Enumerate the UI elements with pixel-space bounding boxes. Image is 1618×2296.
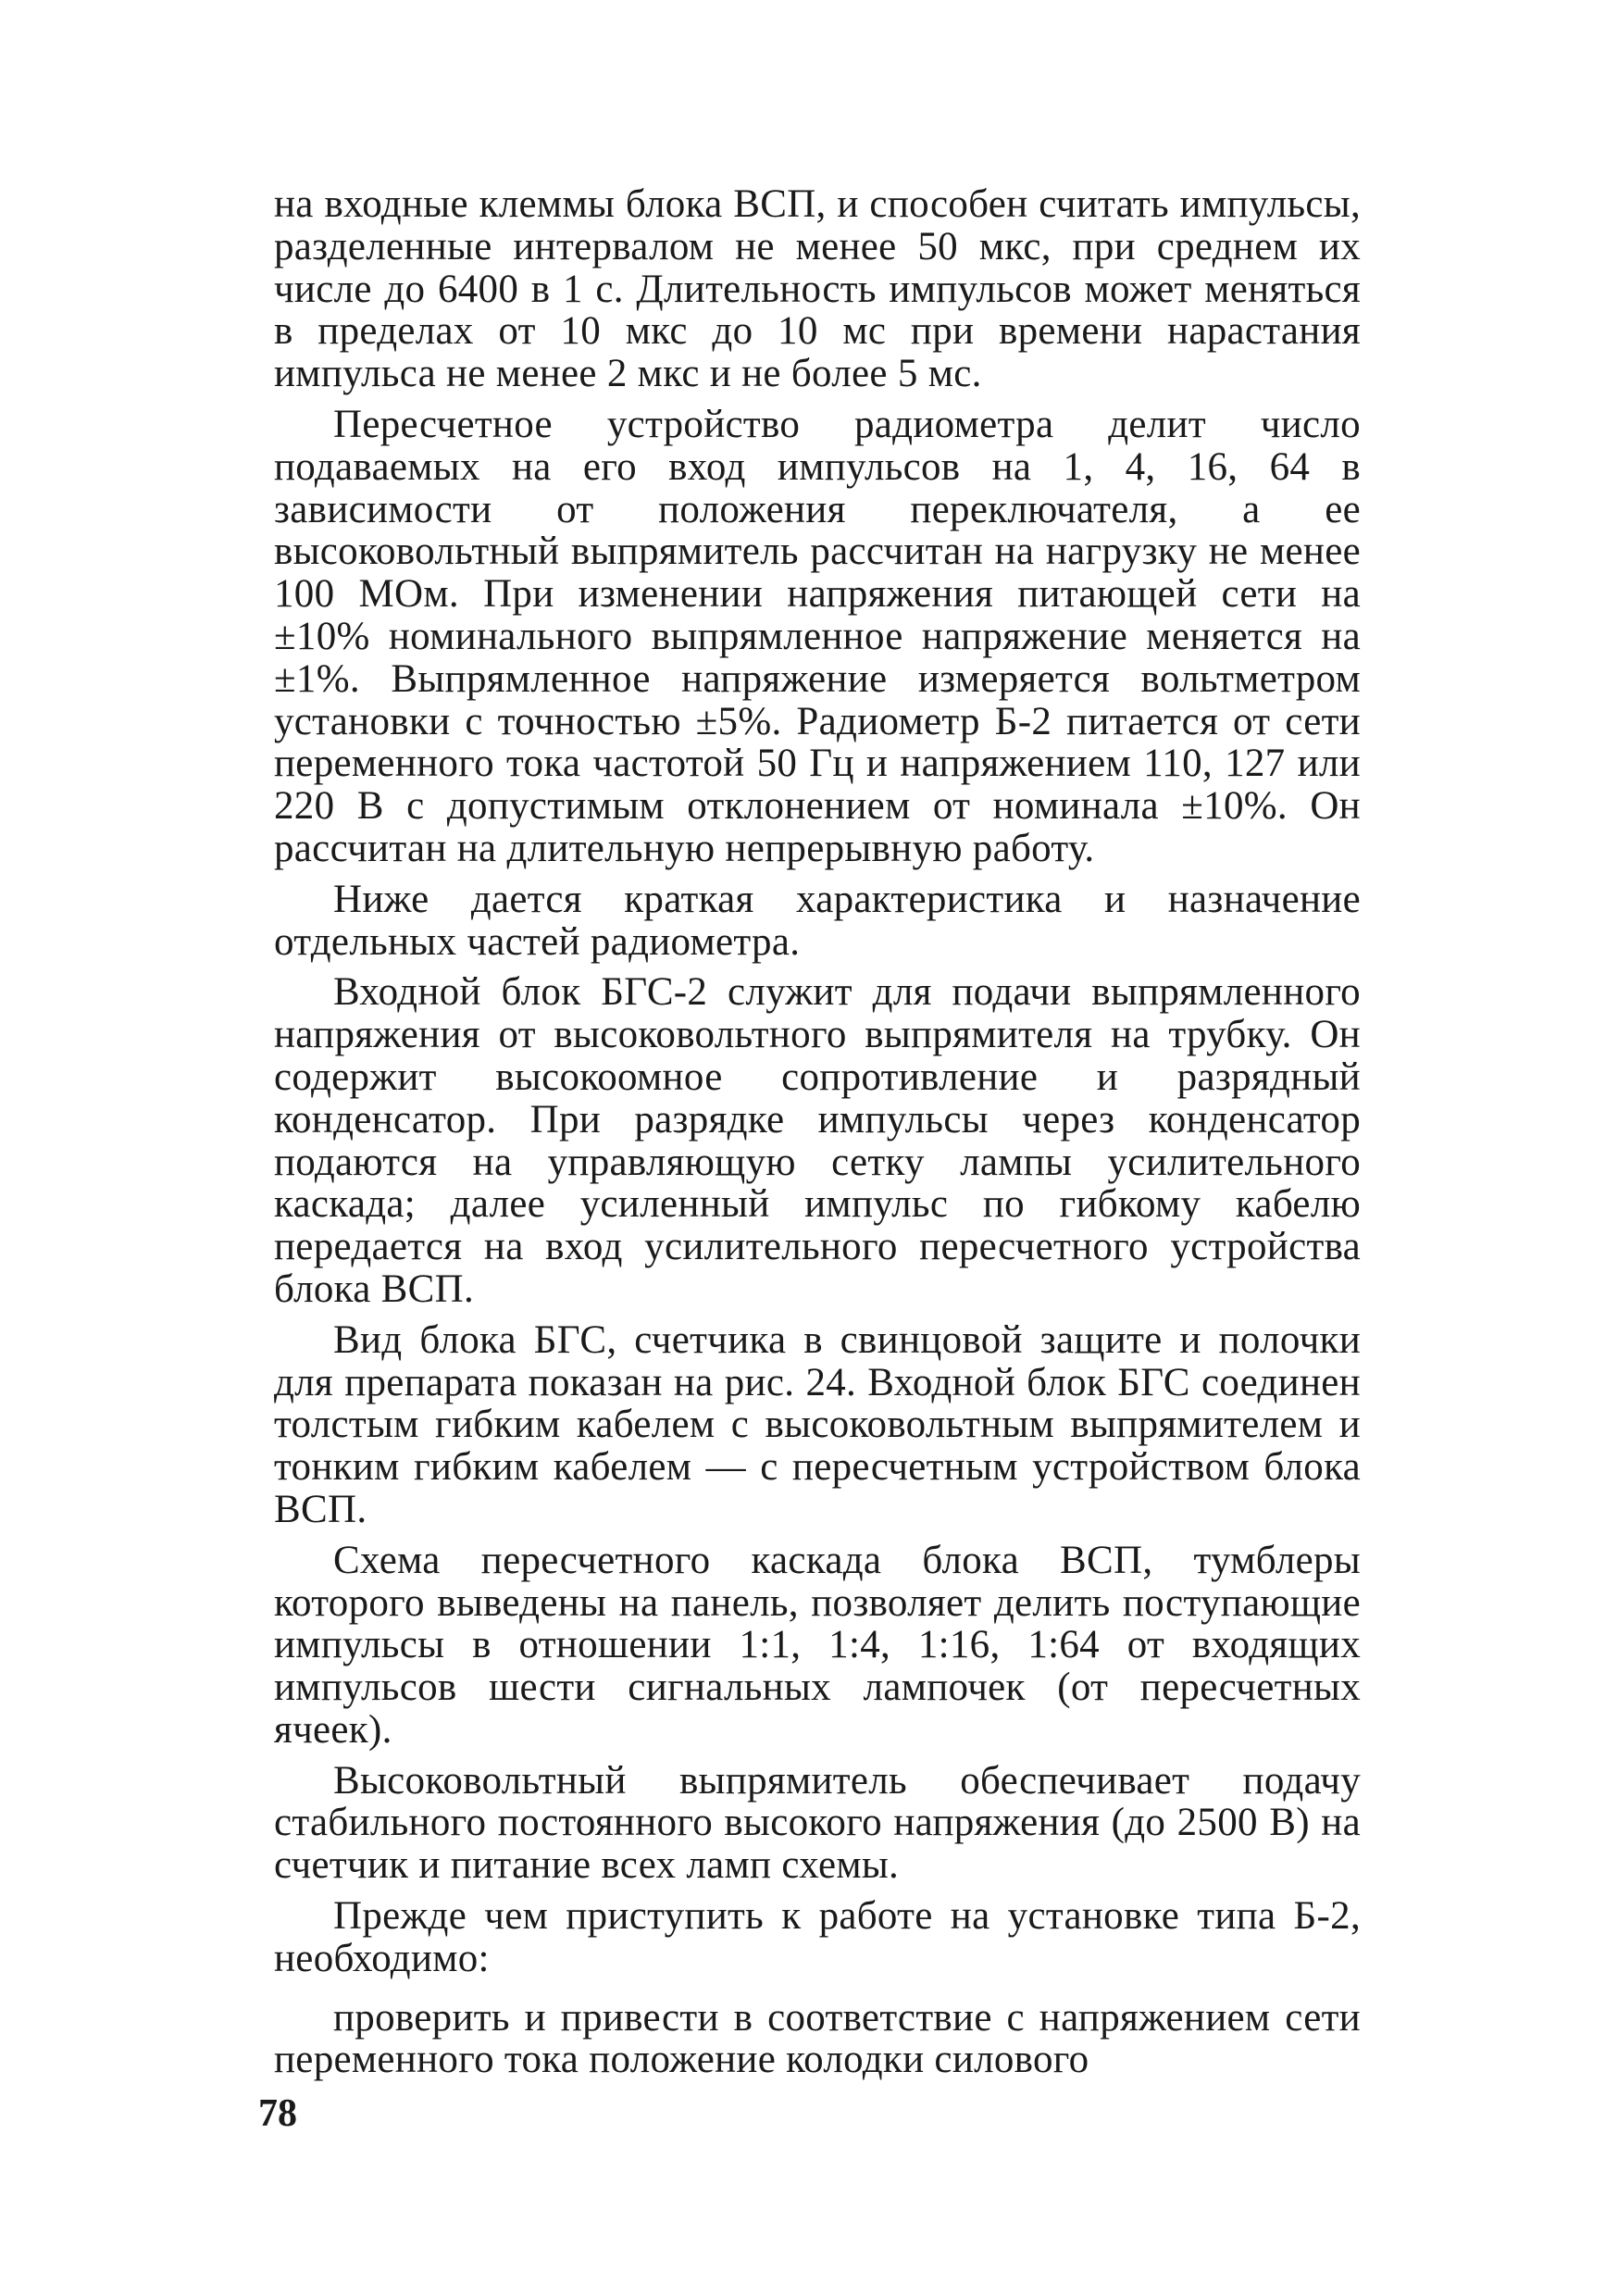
paragraph: Пересчетное устройство радиометра делит число подаваемых на его вход импульсов на 1, 4, 16, 64 в зависимости от положения переключателя, а ее высоковольтный выпрямитель рассчитан на нагрузку не менее 100 МОм. При изменении напряжения питающей сети на ±10% номинального выпрямленное напряжение меняется на ±1%. Выпрямленное напряжение измеряется вольтметром установки с точностью ±5%. Радиометр Б-2 питается от сети переменного тока частотой 50 Гц и напряжением 110, 127 или 220 В с допустимым отклонением от номинала ±10%. Он рассчитан на длительную непрерывную работу. <box>274 402 1361 870</box>
paragraph: Ниже дается краткая характеристика и назначение отдельных частей радиометра. <box>274 877 1361 964</box>
paragraph: на входные клеммы блока ВСП, и способен считать импульсы, разделенные интервалом не менее 50 мкс, при среднем их числе до 6400 в 1 с. Длительность импульсов может меняться в пределах от 10 мкс до 10 мс при времени нарастания импульса не менее 2 мкс и не более 5 мс. <box>274 182 1361 396</box>
paragraph: Входной блок БГС-2 служит для подачи выпрямленного напряжения от высоковольтного выпрямителя на трубку. Он содержит высокоомное сопротивление и разрядный конденсатор. При разрядке импульсы через конденсатор подаются на управляющую сетку лампы усилительного каскада; далее усиленный импульс по гибкому кабелю передается на вход усилительного пересчетного устройства блока ВСП. <box>274 970 1361 1311</box>
body-text <box>274 183 1361 2090</box>
paragraph: Схема пересчетного каскада блока ВСП, тумблеры которого выведены на панель, позволяет делить поступающие импульсы в отношении 1:1, 1:4, 1:16, 1:64 от входящих импульсов шести сигнальных лампочек (от пересчетных ячеек). <box>274 1538 1361 1752</box>
page-number: 78 <box>258 2092 297 2135</box>
paragraph: проверить и привести в соответствие с напряжением сети переменного тока положение колодки силового <box>274 1995 1361 2082</box>
paragraph: Высоковольтный выпрямитель обеспечивает подачу стабильного постоянного высокого напряжения (до 2500 В) на счетчик и питание всех ламп схемы. <box>274 1758 1361 1888</box>
paragraph: Вид блока БГС, счетчика в свинцовой защите и полочки для препарата показан на рис. 24. Входной блок БГС соединен толстым гибким кабелем с высоковольтным выпрямителем и тонким гибким кабелем — с пересчетным устройством блока ВСП. <box>274 1317 1361 1531</box>
paragraph: Прежде чем приступить к работе на установке типа Б-2, необходимо: <box>274 1894 1361 1980</box>
